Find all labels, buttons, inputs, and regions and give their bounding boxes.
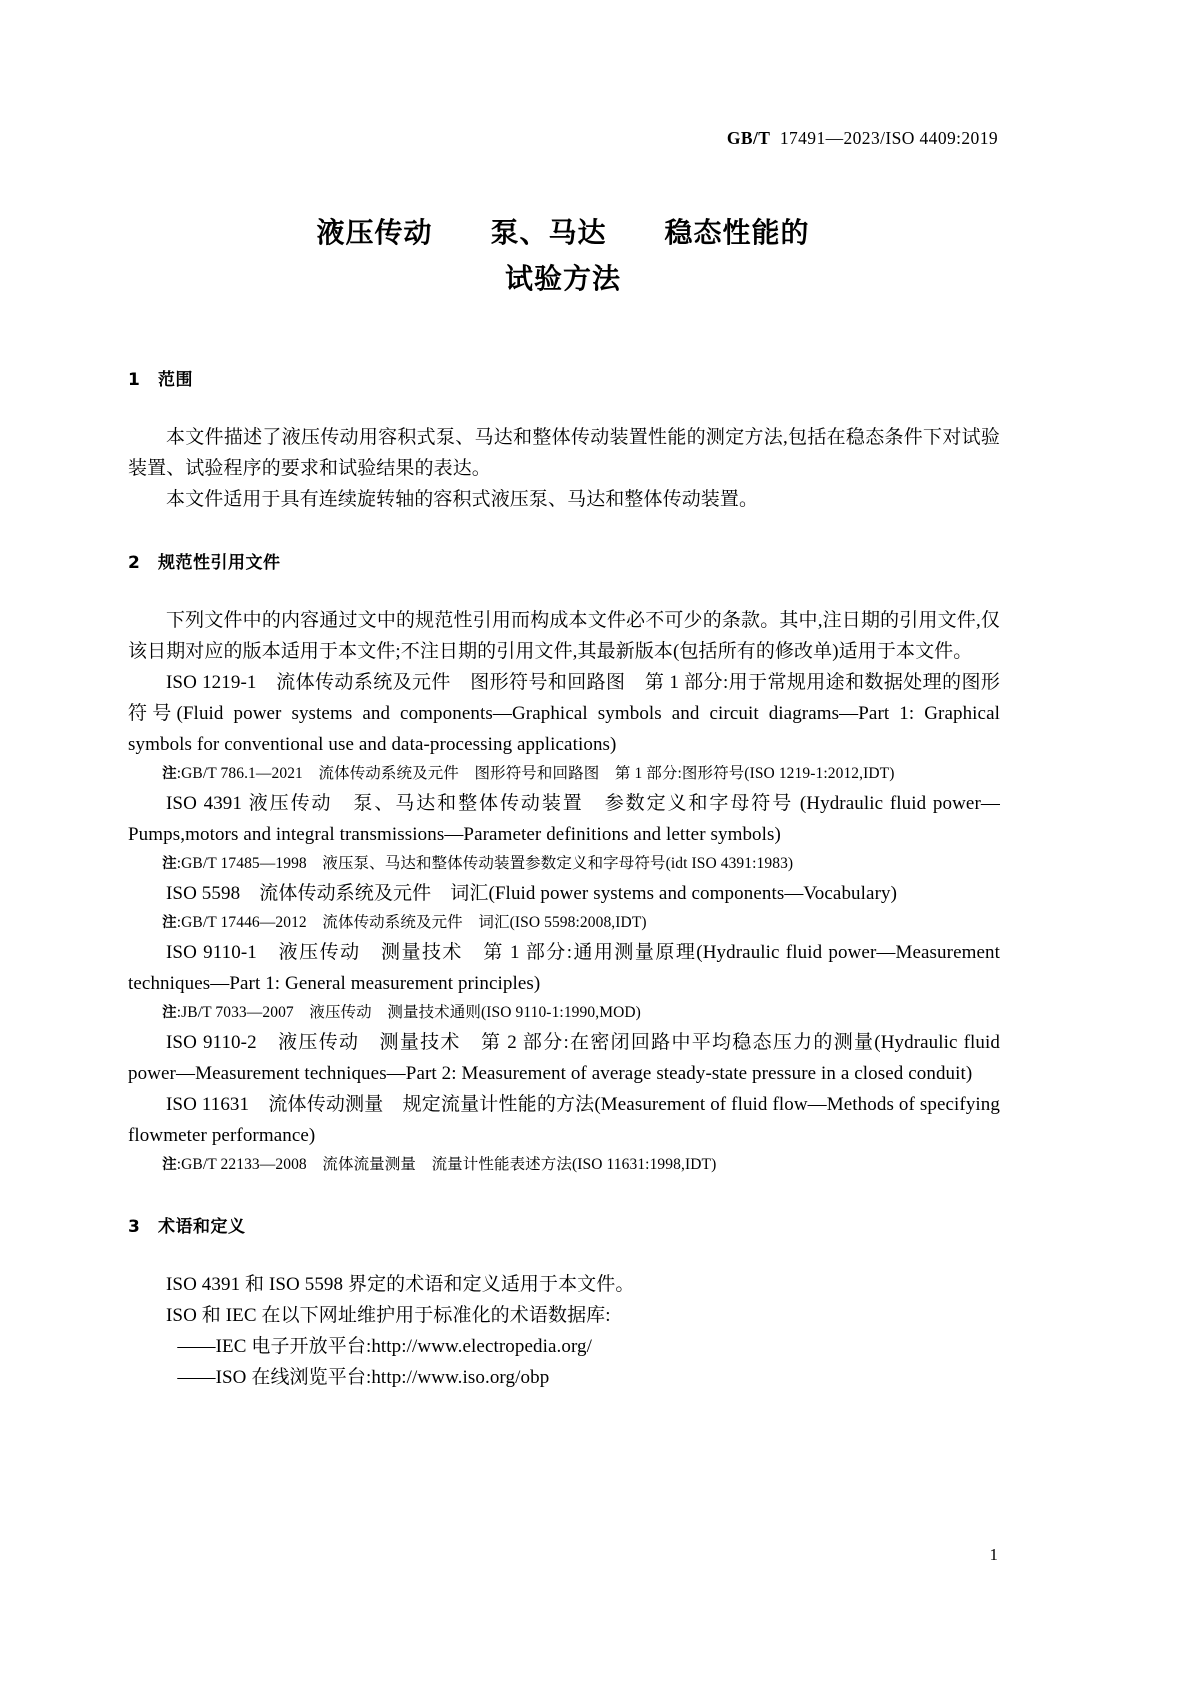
section-number-3: 3 — [128, 1217, 141, 1237]
note-label: 注 — [162, 856, 177, 872]
section-heading-2 — [128, 551, 1000, 575]
page-title-line-2: 试验方法 — [504, 262, 621, 295]
section-heading-1 — [128, 368, 1000, 392]
reference-note-text: GB/T 17485—1998 液压泵、马达和整体传动装置参数定义和字母符号(idt ISO 4391:1983) — [181, 855, 794, 872]
section-title-2: 规范性引用文件 — [158, 553, 281, 573]
header-standard-number: 17491—2023/ISO 4409:2019 — [779, 128, 998, 148]
page-title — [128, 210, 998, 302]
reference-note-text: GB/T 17446—2012 流体传动系统及元件 词汇(ISO 5598:2008,IDT) — [181, 914, 647, 931]
normative-reference: ISO 4391 液压传动 泵、马达和整体传动装置 参数定义和字母符号 (Hydraulic fluid power—Pumps,motors and integral transmissions—Parameter definitions and letter symbols) — [128, 793, 1000, 845]
section-title-1: 范围 — [158, 370, 193, 390]
reference-note: 注:GB/T 786.1—2021 流体传动系统及元件 图形符号和回路图 第 1 部分:图形符号(ISO 1219-1:2012,IDT) — [162, 765, 895, 782]
normative-reference: ISO 9110-2 液压传动 测量技术 第 2 部分:在密闭回路中平均稳态压力的测量(Hydraulic fluid power—Measurement techniques—Part 2: Measurement of average steady-state pressure in a closed conduit) — [128, 1032, 1000, 1084]
section-number-2: 2 — [128, 553, 141, 573]
paragraph: ISO 4391 和 ISO 5598 界定的术语和定义适用于本文件。 — [166, 1274, 635, 1295]
reference-note-text: GB/T 22133—2008 流体流量测量 流量计性能表述方法(ISO 11631:1998,IDT) — [181, 1156, 717, 1173]
document-body — [128, 368, 1000, 1393]
running-header — [128, 128, 998, 149]
normative-reference: ISO 9110-1 液压传动 测量技术 第 1 部分:通用测量原理(Hydraulic fluid power—Measurement techniques—Part 1: General measurement principles) — [128, 942, 1000, 994]
section-heading-3 — [128, 1215, 1000, 1239]
note-label: 注 — [162, 915, 177, 931]
paragraph: 本文件适用于具有连续旋转轴的容积式液压泵、马达和整体传动装置。 — [166, 489, 759, 510]
note-label: 注 — [162, 1157, 177, 1173]
reference-note: 注:GB/T 22133—2008 流体流量测量 流量计性能表述方法(ISO 11631:1998,IDT) — [162, 1156, 717, 1173]
page-number: 1 — [989, 1545, 998, 1564]
paragraph: 下列文件中的内容通过文中的规范性引用而构成本文件必不可少的条款。其中,注日期的引用文件,仅该日期对应的版本适用于本文件;不注日期的引用文件,其最新版本(包括所有的修改单)适用于本文件。 — [128, 610, 1000, 662]
note-label: 注 — [162, 1005, 177, 1021]
reference-note-text: GB/T 786.1—2021 流体传动系统及元件 图形符号和回路图 第 1 部分:图形符号(ISO 1219-1:2012,IDT) — [181, 765, 895, 782]
normative-reference: ISO 11631 流体传动测量 规定流量计性能的方法(Measurement of fluid flow—Methods of specifying flowmeter performance) — [128, 1094, 1000, 1146]
list-item: ——IEC 电子开放平台:http://www.electropedia.org/ — [177, 1336, 593, 1357]
section-title-3: 术语和定义 — [158, 1217, 246, 1237]
section-number-1: 1 — [128, 370, 141, 390]
list-item: ——ISO 在线浏览平台:http://www.iso.org/obp — [177, 1367, 550, 1388]
reference-note: 注:JB/T 7033—2007 液压传动 测量技术通则(ISO 9110-1:1990,MOD) — [162, 1004, 641, 1021]
normative-reference: ISO 1219-1 流体传动系统及元件 图形符号和回路图 第 1 部分:用于常规用途和数据处理的图形符号(Fluid power systems and components—Graphical symbols and circuit diagrams—Part 1: Graphical symbols for conventional use and data-processing applications) — [128, 672, 1000, 755]
reference-note: 注:GB/T 17446—2012 流体传动系统及元件 词汇(ISO 5598:2008,IDT) — [162, 914, 647, 931]
paragraph: ISO 和 IEC 在以下网址维护用于标准化的术语数据库: — [166, 1305, 611, 1326]
reference-note-text: JB/T 7033—2007 液压传动 测量技术通则(ISO 9110-1:1990,MOD) — [181, 1004, 641, 1021]
normative-reference: ISO 5598 流体传动系统及元件 词汇(Fluid power systems and components—Vocabulary) — [166, 883, 898, 904]
paragraph: 本文件描述了液压传动用容积式泵、马达和整体传动装置性能的测定方法,包括在稳态条件下对试验装置、试验程序的要求和试验结果的表达。 — [128, 427, 1000, 479]
header-standard-prefix: GB/T — [726, 128, 771, 148]
reference-note: 注:GB/T 17485—1998 液压泵、马达和整体传动装置参数定义和字母符号(idt ISO 4391:1983) — [162, 855, 794, 872]
page-title-line-1: 液压传动 泵、马达 稳态性能的 — [316, 216, 810, 249]
note-label: 注 — [162, 766, 177, 782]
